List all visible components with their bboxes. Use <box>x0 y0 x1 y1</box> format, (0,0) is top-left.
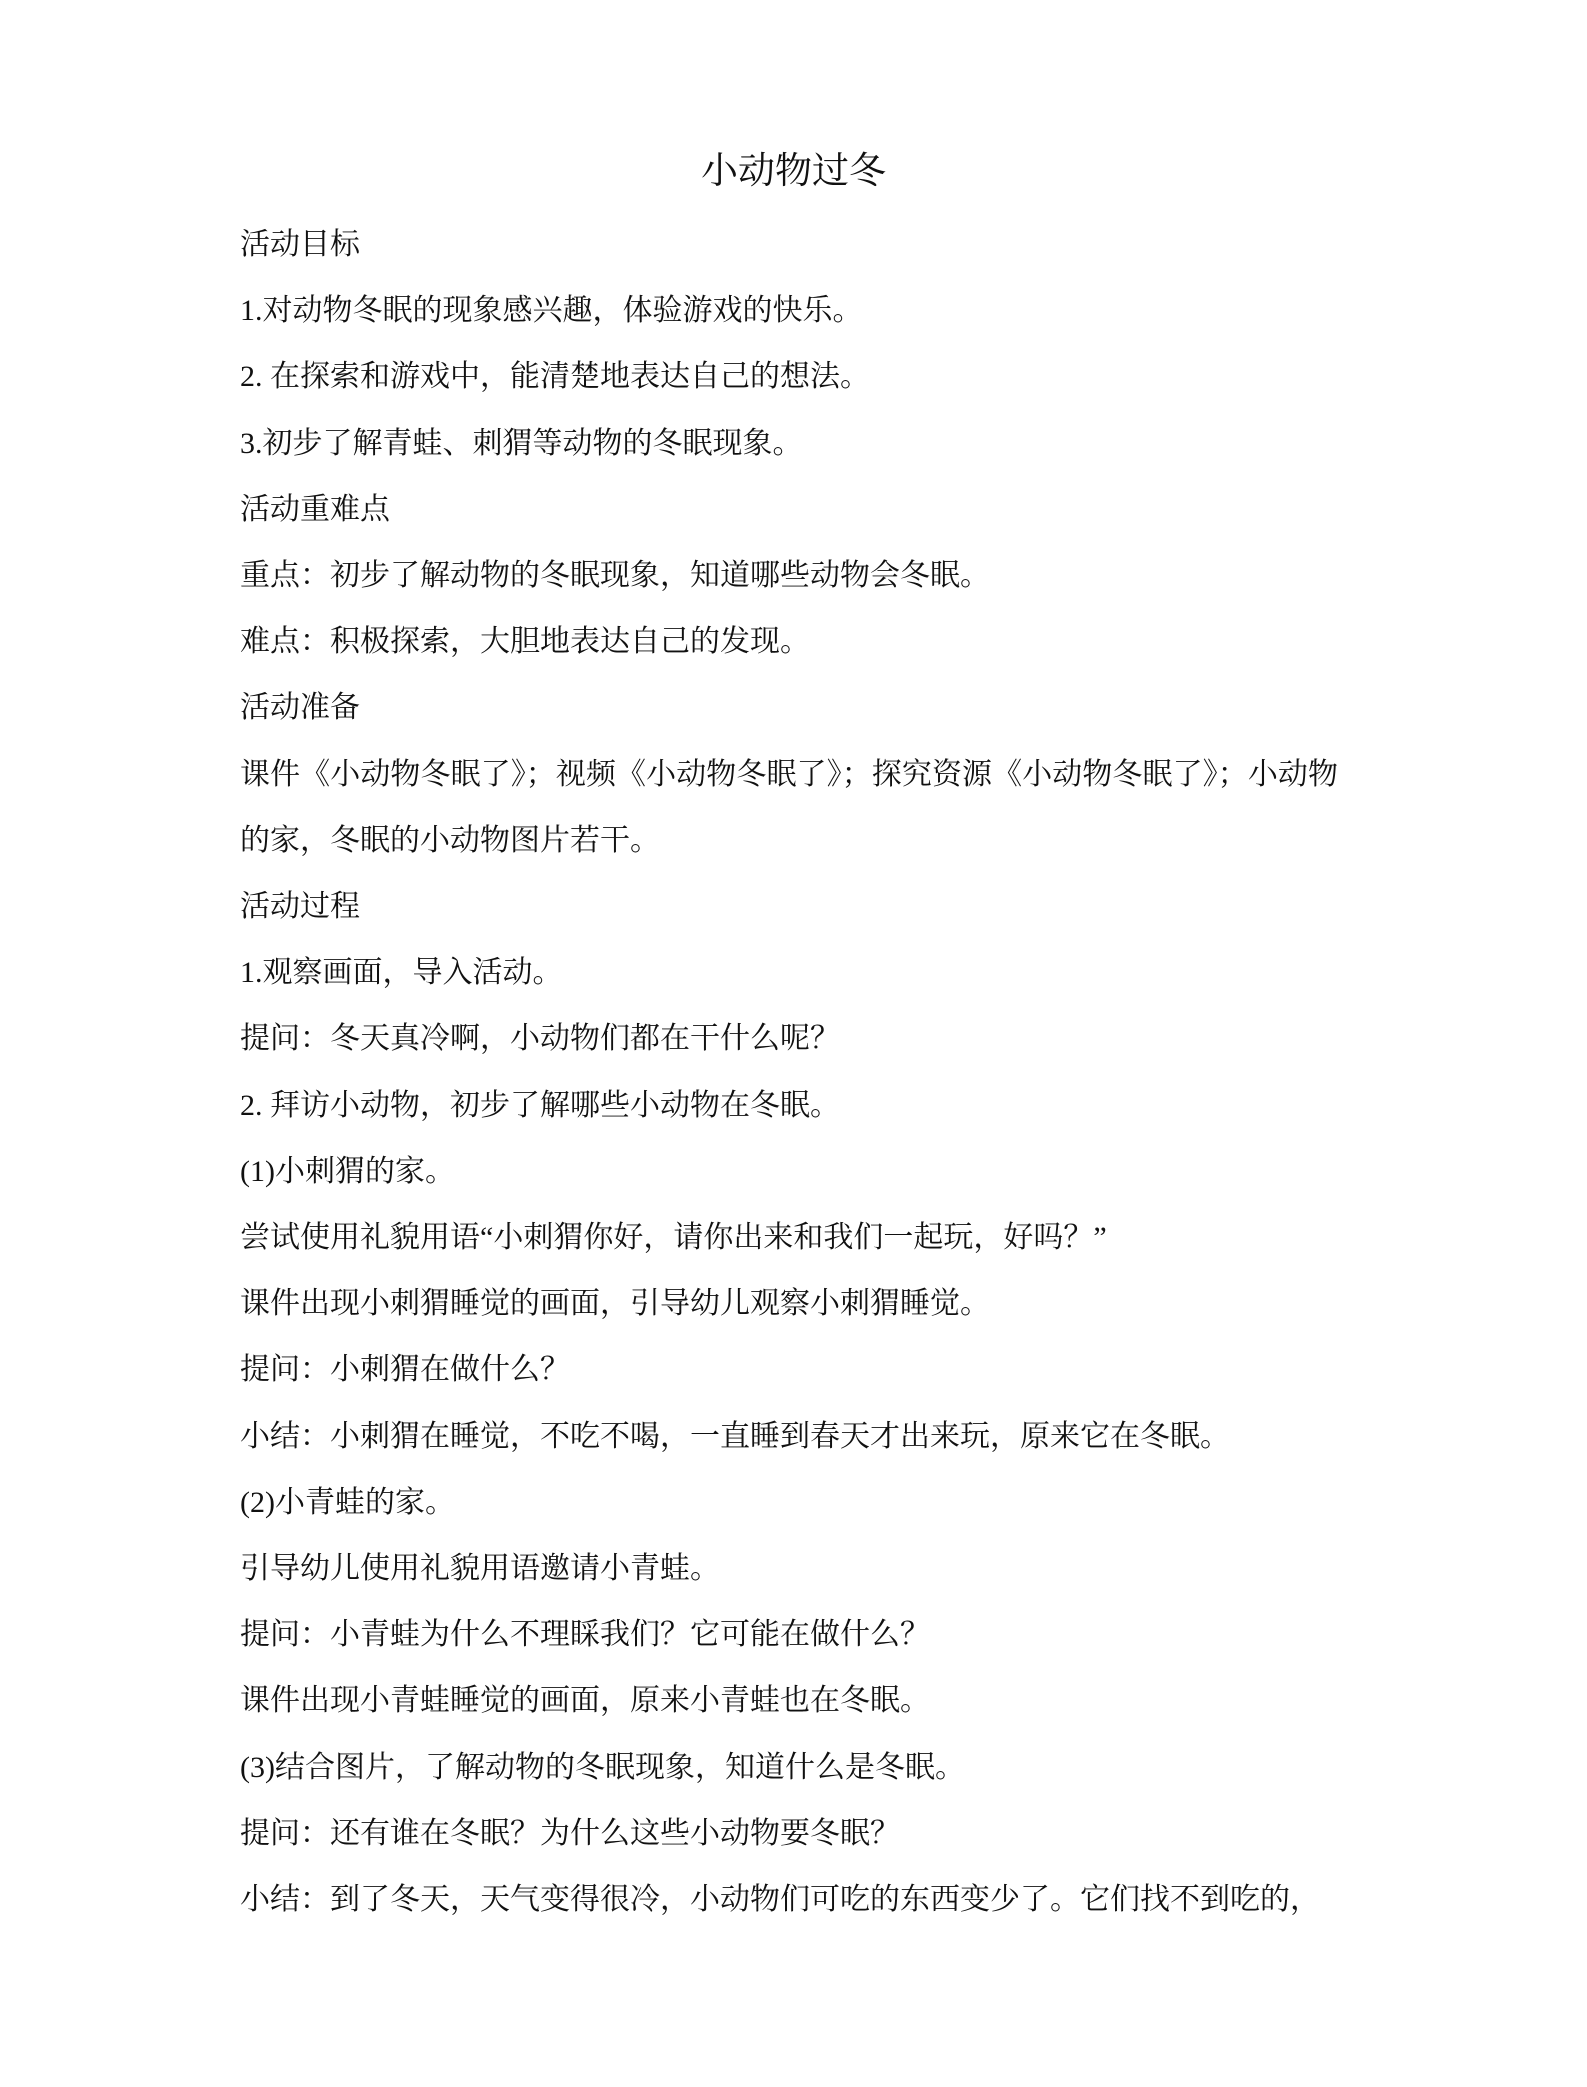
paragraph: 小结：到了冬天，天气变得很冷，小动物们可吃的东西变少了。它们找不到吃的， <box>240 1883 1320 1917</box>
paragraph: 尝试使用礼貌用语“小刺猬你好，请你出来和我们一起玩，好吗？” <box>240 1221 1107 1255</box>
paragraph: 提问：小青蛙为什么不理睬我们？它可能在做什么？ <box>240 1618 930 1652</box>
paragraph: 提问：还有谁在冬眠？为什么这些小动物要冬眠？ <box>240 1816 900 1850</box>
paragraph: 小结：小刺猬在睡觉，不吃不喝，一直睡到春天才出来玩，原来它在冬眠。 <box>240 1419 1230 1453</box>
paragraph: 难点：积极探索，大胆地表达自己的发现。 <box>240 625 810 659</box>
heading-process: 活动过程 <box>240 890 360 924</box>
heading-key-points: 活动重难点 <box>240 492 390 526</box>
paragraph: 课件出现小刺猬睡觉的画面，引导幼儿观察小刺猬睡觉。 <box>240 1287 990 1321</box>
document-body <box>240 212 1338 1933</box>
paragraph: 1.对动物冬眠的现象感兴趣，体验游戏的快乐。 <box>240 294 863 328</box>
paragraph: 引导幼儿使用礼貌用语邀请小青蛙。 <box>240 1552 720 1586</box>
paragraph: 重点：初步了解动物的冬眠现象，知道哪些动物会冬眠。 <box>240 559 990 593</box>
paragraph: (3)结合图片，了解动物的冬眠现象，知道什么是冬眠。 <box>240 1750 965 1784</box>
paragraph: (2)小青蛙的家。 <box>240 1485 455 1519</box>
paragraph: 课件《小动物冬眠了》；视频《小动物冬眠了》；探究资源《小动物冬眠了》；小动物的家，冬眠的小动物图片若干。 <box>240 757 1338 857</box>
document-title: 小动物过冬 <box>701 151 886 192</box>
paragraph: 3.初步了解青蛙、刺猬等动物的冬眠现象。 <box>240 426 803 460</box>
heading-preparation: 活动准备 <box>240 691 360 725</box>
paragraph: 2. 在探索和游戏中，能清楚地表达自己的想法。 <box>240 360 870 394</box>
paragraph: 提问：冬天真冷啊，小动物们都在干什么呢？ <box>240 1022 840 1056</box>
heading-goals: 活动目标 <box>240 228 360 261</box>
paragraph: 2. 拜访小动物，初步了解哪些小动物在冬眠。 <box>240 1088 840 1122</box>
paragraph: (1)小刺猬的家。 <box>240 1154 455 1188</box>
paragraph: 课件出现小青蛙睡觉的画面，原来小青蛙也在冬眠。 <box>240 1684 930 1718</box>
paragraph: 1.观察画面，导入活动。 <box>240 956 563 990</box>
paragraph: 提问：小刺猬在做什么？ <box>240 1353 570 1387</box>
